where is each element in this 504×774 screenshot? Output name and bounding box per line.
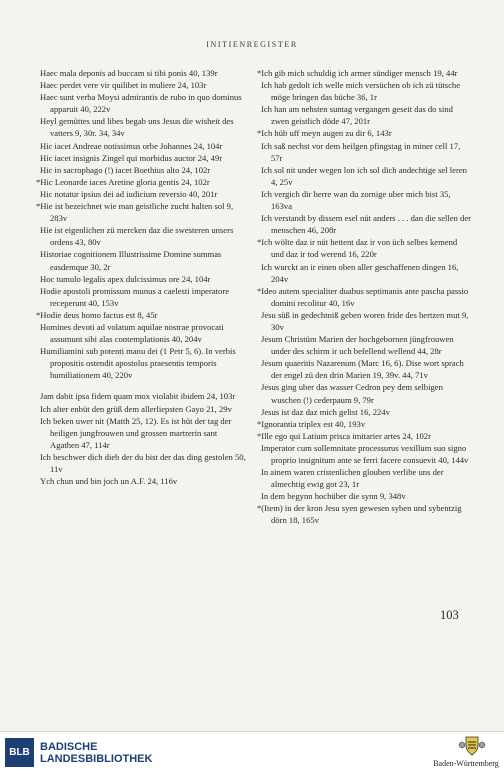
index-column-right xyxy=(257,67,472,527)
left-index-entry: Ich beken uwer nit (Matth 25, 12). Es ist hüt der tag der heiligen jungfrouwen und grossen martrerin sant Agathen 47, 114r xyxy=(40,415,232,450)
left-index-entry: *Hic Leonarde iaces Aretine gloria gentis 24, 102r xyxy=(36,176,210,187)
running-header: INITIENREGISTER xyxy=(206,40,298,49)
left-index-entry: Hic in sacrophago (!) iacet Boethius alto 24, 102r xyxy=(40,164,211,175)
right-index-entry: In ainem waren cristenlichen glouben verlibe uns der almechtig ewig got 23, 1r xyxy=(261,467,444,490)
right-index-entry: Jesum Christüm Marien der hochgebornen jüngfrouwen under des schirm ir uch befellend wellend 44, 28r xyxy=(261,334,454,357)
page-number: 103 xyxy=(440,608,459,622)
blb-logo[interactable]: BLB xyxy=(5,738,34,767)
right-index-entry: Ich saß nechst vor dem heilgen pfingstag in miner cell 17, 57r xyxy=(261,140,461,163)
left-index-entry: Ich beschwer dich dieb der du bist der das ding gestolen 50, 11v xyxy=(40,451,246,474)
entry-spacer xyxy=(40,381,246,390)
region-label: Baden-Württemberg xyxy=(433,759,499,768)
right-index-entry: Jesus ist daz daz mich gelist 16, 224v xyxy=(261,406,390,417)
library-name-line1: BADISCHE xyxy=(40,741,98,753)
right-index-entry: Imperator cum sollemnitate processurus vexillum suo signo proprio insignitum ante se ferri facere consuevit 40, 144v xyxy=(261,442,469,465)
left-index-entry: Hoc tumulo legalis apex dulcissimus ore 24, 104r xyxy=(40,273,211,284)
library-name[interactable] xyxy=(40,741,152,765)
right-index-entry: Jesus ging uber das wasser Cedron pey dem selbigen wuschen (!) cederpaum 9, 79r xyxy=(261,382,443,405)
library-name-line2: LANDESBIBLIOTHEK xyxy=(40,753,153,765)
left-index-entry: Hic notatur ipsius dei ad iudicium reversio 40, 201r xyxy=(40,188,218,199)
left-index-entry: Haec mala deponis ad buccam si tibi ponis 40, 139r xyxy=(40,68,218,78)
right-index-entry: *Ich hüb uff meyn augen zu dir 6, 143r xyxy=(257,128,392,139)
left-index-entry: Humiliamini sub potenti manu dei (1 Petr 5, 6). In verbis propositis ostendit apostolus praesentis temporis humiliationem 40, 220v xyxy=(40,346,236,381)
left-index-entry: Historiae cognitionem Illustrissime Domine summas easdemque 30, 2r xyxy=(40,249,222,272)
right-index-entry: *Ille ego qui Latium prisca imitarier artes 24, 102r xyxy=(257,430,431,441)
right-index-entry: *Ich wölte daz ir nüt hettent daz ir von üch selbes kemend und daz ir tod werend 16, 220r xyxy=(257,237,458,260)
right-index-entry: Jesu süß in gedechtniß geben woren fride des hertzen mut 9, 30v xyxy=(261,309,469,332)
right-index-entry: Ich han am nehsten suntag vergangen geseit das do sind zwen geistlich döde 47, 201r xyxy=(261,104,453,127)
right-index-entry: Ich sol nit under wegen lon ich sol dich andechtige sel leren 4, 25v xyxy=(261,164,467,187)
right-index-entry: *(Item) in der kron Jesu syen gewesen syben und sybentzig dörn 18, 165v xyxy=(257,503,462,526)
right-index-entry: Jesum quaeritis Nazarenum (Marc 16, 6). Dise wort sprach der engel zü den drin Marien 19, 39v. 44, 71v xyxy=(261,358,464,381)
left-index-entry: Hie ist eigenlichen zü mercken daz die swesteren unsers ordens 43, 80v xyxy=(40,225,234,248)
left-index-entry: Ych chun und bin joch un A.F. 24, 116v xyxy=(40,476,178,487)
footer-bar xyxy=(0,731,504,774)
right-index-entry: Ich verstandt by dissem esel nüt anders . . . dan die sellen der menschen 46, 208r xyxy=(261,213,472,236)
index-column-left xyxy=(36,67,246,487)
left-index-entry: Haec perdet vere vir quilibet in muliere 24, 103r xyxy=(40,80,207,91)
left-index-entry: Homines devoti ad volatum aquilae nostrae provocati assumunt sibi alas contemplationis 40, 204v xyxy=(40,321,224,345)
left-index-entry: Haec sunt verba Moysi admirantis de rubo in quo dominus apparuit 40, 222v xyxy=(40,92,242,115)
right-index-entry: In dem begynn hochüber die synn 9, 348v xyxy=(261,491,406,502)
left-index-entry: Hodie apostoli promissum munus a caelesti imperatore receperunt 40, 153v xyxy=(40,285,230,308)
left-index-entry: Ich alter enbüt den grüß dem allerliepsten Gayo 21, 29v xyxy=(40,403,232,414)
left-index-entry: Jam dabit ipsa fidem quam mox violabit ibidem 24, 103r xyxy=(40,391,236,402)
left-index-entry: Hic iacet Andreae notissimus orbe Johannes 24, 104r xyxy=(40,140,223,151)
right-index-entry: Ich wurckt an ir einen oben aller geschaffenen dingen 16, 204v xyxy=(261,261,459,284)
right-index-entry: *Ich gib mich schuldig ich armer sündiger mensch 19, 44r xyxy=(257,68,458,78)
left-index-entry: Hic iacet insignis Zingel qui morbidus auctor 24, 49r xyxy=(40,152,223,163)
coat-of-arms-icon xyxy=(458,735,486,757)
right-index-entry: *Ignorantia triplex est 40, 193v xyxy=(257,418,366,429)
right-index-entry: *Ideo autem specialiter duabus septimanis ante pascha passio domini recolitur 40, 16v xyxy=(257,285,469,308)
right-index-entry: Ich hab gedolt ich welle mich versüchen ob ich zü tütsche möge bringen das büche 36, 1r xyxy=(261,80,461,103)
right-index-entry: Ich vergich dir herre wan du zornige uber mich bist 35, 163va xyxy=(261,188,451,212)
left-index-entry: *Hie ist bezeichnet wie man geistliche zucht halten sol 9, 283v xyxy=(36,201,234,224)
left-index-entry: *Hodie deus homo factus est 8, 45r xyxy=(36,309,158,320)
left-index-entry: Heyl gemüttes und libes begab uns Jesus die wisheit des vatters 9, 30r. 34, 34v xyxy=(40,116,234,139)
